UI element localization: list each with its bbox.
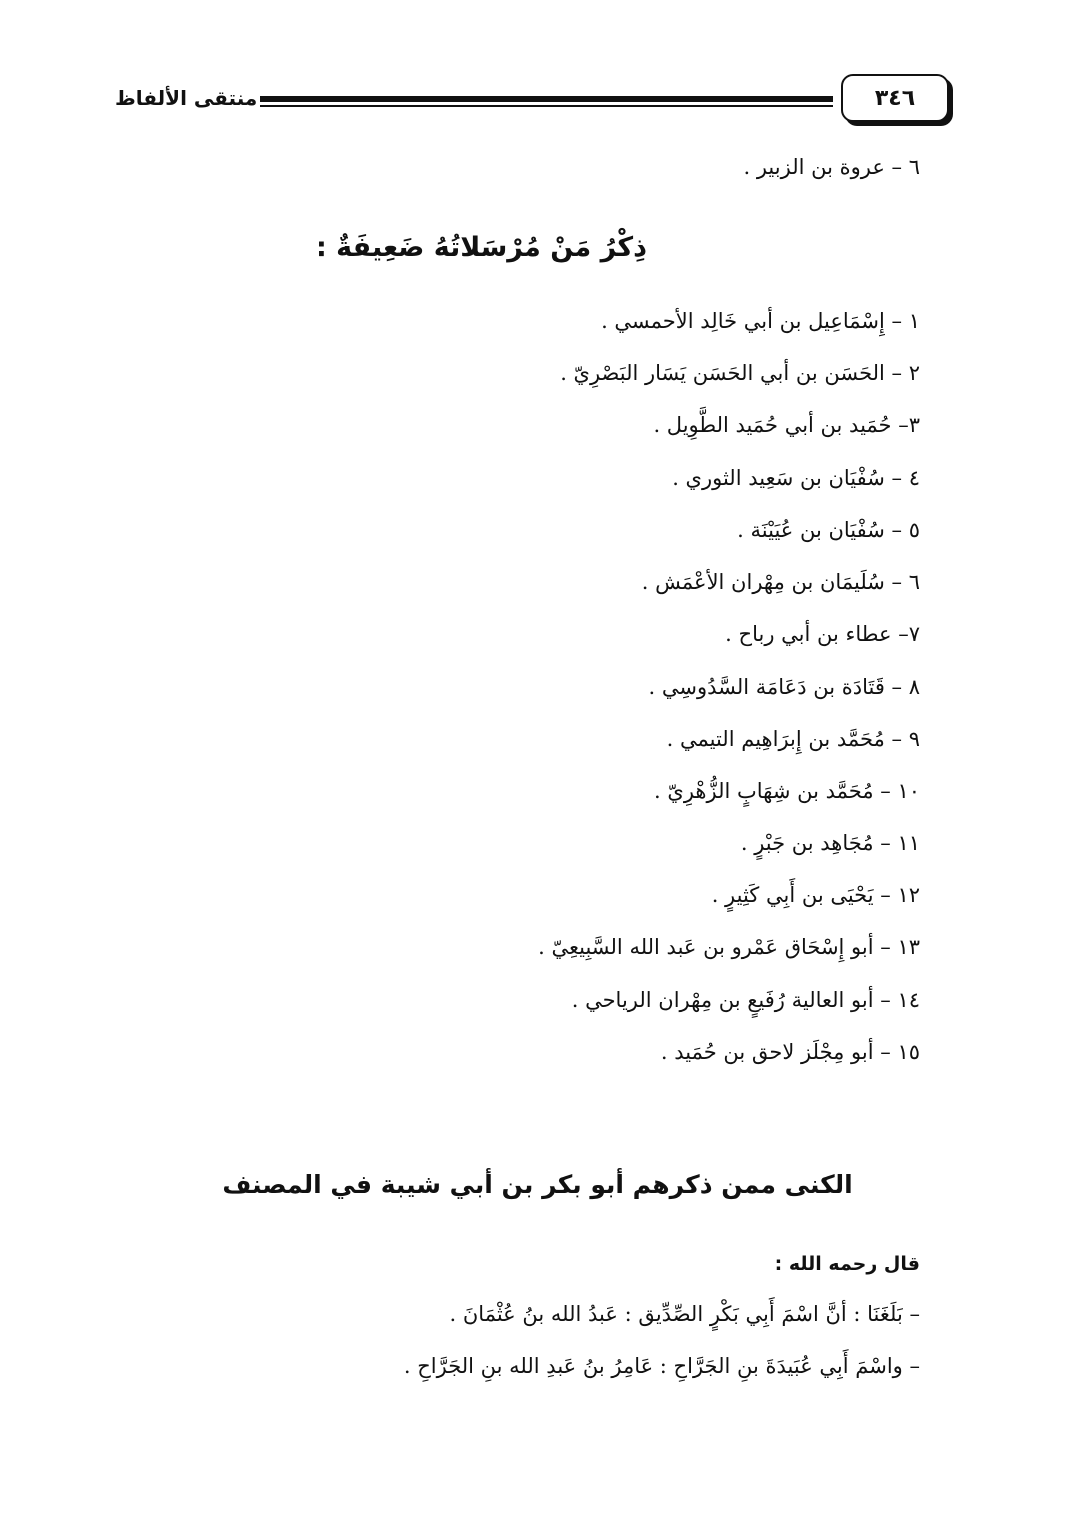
page-header [115,70,955,130]
list-item: ٧– عطاء بن أبي رباح . [725,622,920,646]
paragraph-line: – بَلَغَنَا : أنَّ اسْمَ أَبِي بَكْرٍ الصِّدِّيق : عَبدُ الله بنُ عُثْمَانَ . [449,1302,920,1326]
header-rule-thick [260,96,833,102]
page-number: ٣٤٦ [841,74,949,122]
list-item: ٩ – مُحَمَّد بن إِبرَاهِيم التيمي . [666,727,920,751]
list-item: ١٠ – مُحَمَّد بن شِهَابٍ الزُّهْرِيّ . [654,779,920,803]
running-title: منتقى الألفاظ [115,86,258,110]
list-item: ١٤ – أبو العالية رُفَيعٍ بن مِهْران الرياحي . [571,988,920,1012]
list-item: ١٥ – أبو مِجْلَز لاحق بن حُمَيد . [660,1040,920,1064]
list-item: ٤ – سُفْيَان بن سَعِيد الثوري . [672,466,920,490]
header-rule-thin [260,105,833,107]
section-heading-kuna: الكنى ممن ذكرهم أبو بكر بن أبي شيبة في المصنف [222,1170,853,1199]
list-item: ٥ – سُفْيَان بن عُيَيْنَة . [737,518,920,542]
list-item: ٢ – الحَسَن بن أبي الحَسَن يَسَار البَصْرِيّ . [560,361,920,385]
section-lead: قال رحمه الله : [774,1253,920,1275]
section-heading-weak-mursal: ذِكْرُ مَنْ مُرْسَلاتُهُ ضَعِيفَةٌ : [315,232,647,263]
list-item: ٣– حُمَيد بن أبي حُمَيد الطَّوِيل . [653,413,920,437]
paragraph-line: – واسْمَ أَبِي عُبَيدَةَ بنِ الجَرَّاحِ : عَامِرُ بنُ عَبدِ الله بنِ الجَرَّاحِ . [403,1354,920,1378]
list-item: ١٣ – أبو إِسْحَاق عَمْرو بن عَبد الله السَّبِيعِيّ . [538,935,920,959]
list-item: ١٢ – يَحْيَى بن أَبِي كَثِيرٍ . [711,883,920,907]
list-item: ٦ – سُلَيمَان بن مِهْران الأعْمَش . [641,570,920,594]
list-item: ١ – إِسْمَاعِيل بن أبي خَالِد الأحمسي . [601,309,920,333]
intro-list-item: ٦ – عروة بن الزبير . [743,155,920,179]
list-item: ٨ – قَتَادَة بن دَعَامَة السَّدُوسِي . [648,675,920,699]
list-item: ١١ – مُجَاهِد بن جَبْرٍ . [740,831,920,855]
header-rule [260,96,833,108]
